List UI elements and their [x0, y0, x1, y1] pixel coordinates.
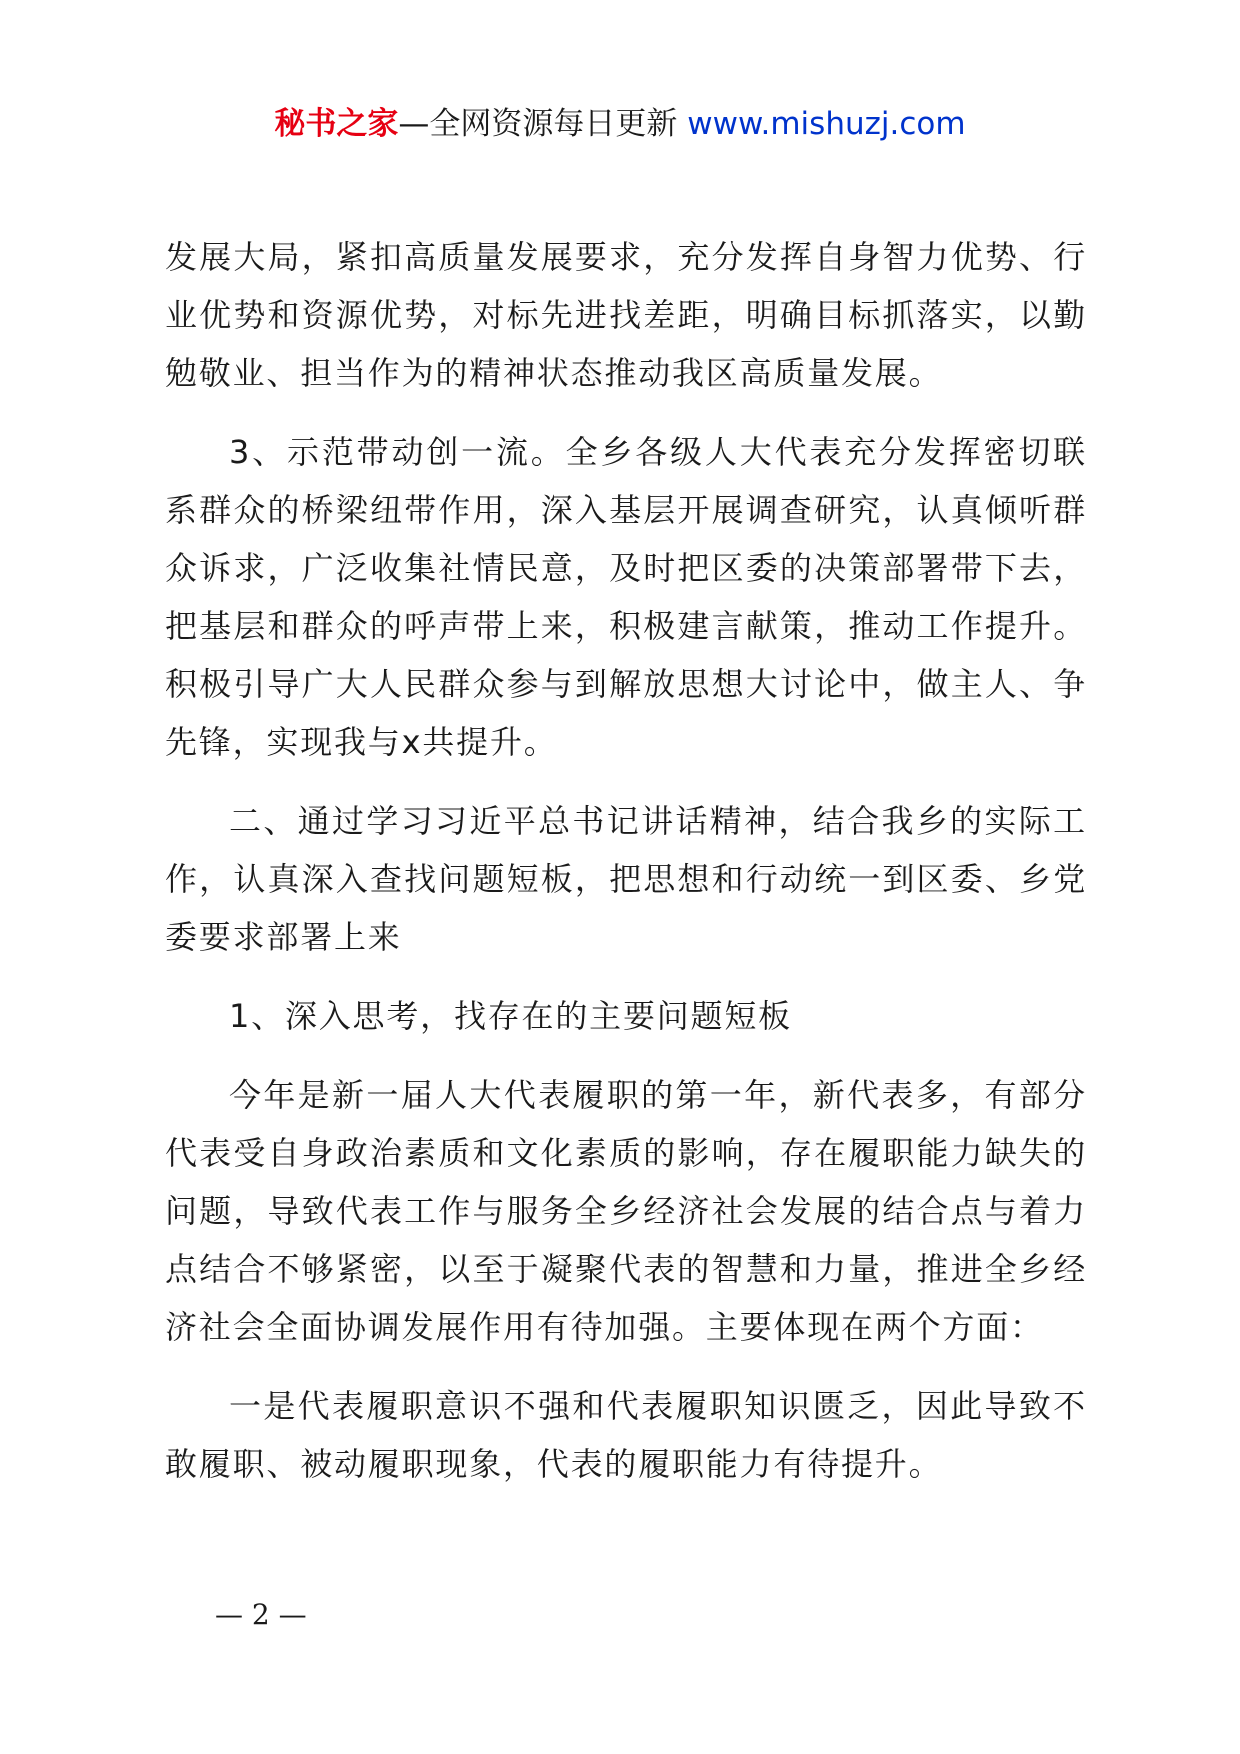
brand-name: 秘书之家 [274, 106, 399, 142]
paragraph-6: 一是代表履职意识不强和代表履职知识匮乏，因此导致不敢履职、被动履职现象，代表的履职能力有待提升。 [165, 1387, 1087, 1483]
header-slogan: —全网资源每日更新 [398, 106, 678, 142]
page-number: — 2 — [215, 1598, 307, 1631]
body-text [165, 228, 1087, 1493]
paragraph-1: 发展大局，紧扣高质量发展要求，充分发挥自身智力优势、行业优势和资源优势，对标先进找差距，明确目标抓落实，以勤勉敬业、担当作为的精神状态推动我区高质量发展。 [165, 238, 1087, 392]
paragraph-5: 今年是新一届人大代表履职的第一年，新代表多，有部分代表受自身政治素质和文化素质的影响，存在履职能力缺失的问题，导致代表工作与服务全乡经济社会发展的结合点与着力点结合不够紧密，以至于凝聚代表的智慧和力量，推进全乡经济社会全面协调发展作用有待加强。主要体现在两个方面： [165, 1076, 1087, 1346]
subheading-1: 1、深入思考，找存在的主要问题短板 [229, 997, 792, 1035]
paragraph-2: 3、示范带动创一流。全乡各级人大代表充分发挥密切联系群众的桥梁纽带作用，深入基层开展调查研究，认真倾听群众诉求，广泛收集社情民意，及时把区委的决策部署带下去，把基层和群众的呼声带上来，积极建言献策，推动工作提升。积极引导广大人民群众参与到解放思想大讨论中，做主人、争先锋，实现我与x共提升。 [165, 433, 1087, 761]
site-url-link[interactable]: www.mishuzj.com [687, 106, 966, 142]
section-heading-2: 二、通过学习习近平总书记讲话精神，结合我乡的实际工作，认真深入查找问题短板，把思想和行动统一到区委、乡党委要求部署上来 [165, 802, 1087, 956]
page-header [0, 98, 1240, 150]
